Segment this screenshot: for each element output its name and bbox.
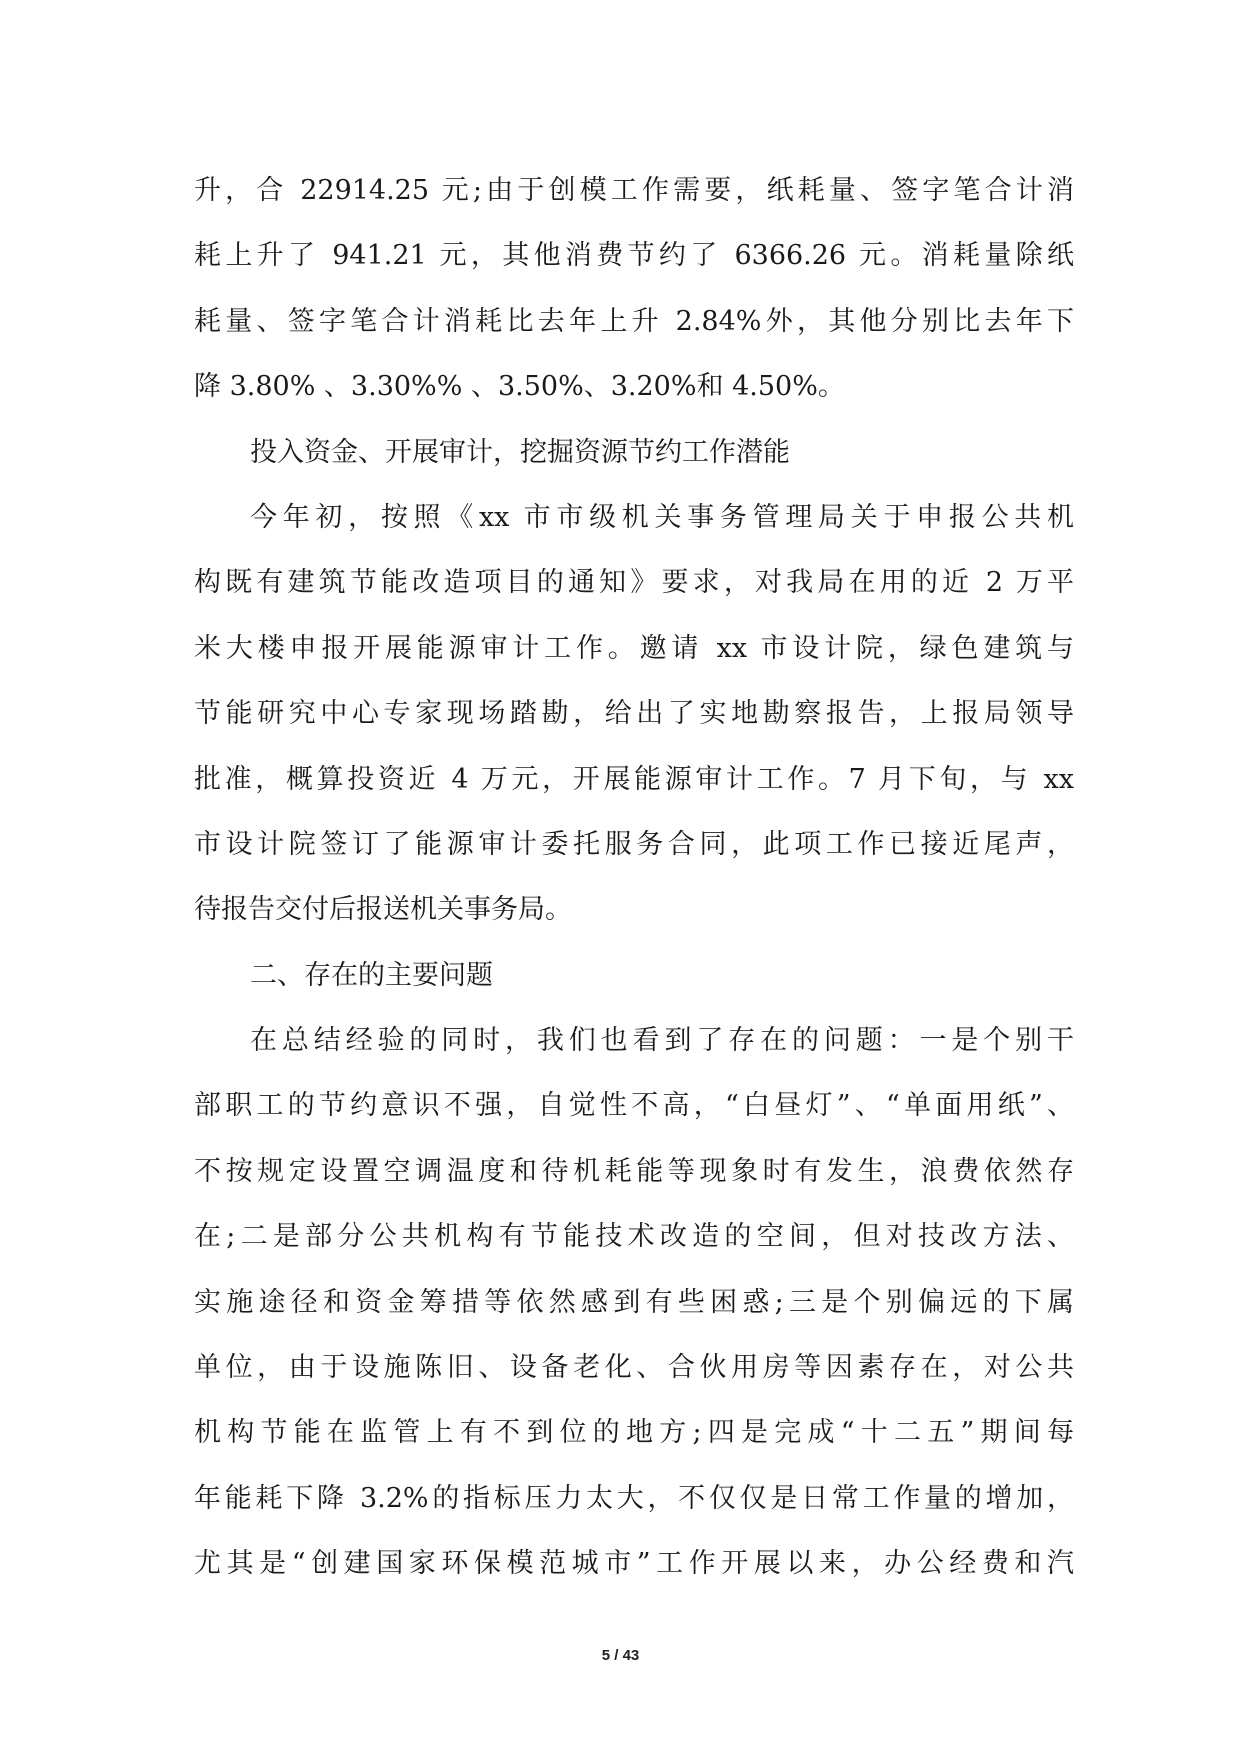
text-line: 降 3.80% 、3.30%% 、3.50%、3.20%和 4.50%。 (194, 371, 845, 403)
text-line: 批准，概算投资近 4 万元，开展能源审计工作。7 月下旬，与 xx (194, 763, 1074, 795)
text-line: 耗上升了 941.21 元，其他消费节约了 6366.26 元。消耗量除纸 (194, 240, 1074, 272)
text-line: 单位，由于设施陈旧、设备老化、合伙用房等因素存在，对公共 (194, 1352, 1074, 1384)
text-line: 在;二是部分公共机构有节能技术改造的空间，但对技改方法、 (194, 1221, 1074, 1253)
text-line: 二、存在的主要问题 (250, 959, 493, 991)
text-line: 在总结经验的同时，我们也看到了存在的问题：一是个别干 (250, 1025, 1074, 1057)
text-line: 耗量、签字笔合计消耗比去年上升 2.84%外，其他分别比去年下 (194, 305, 1074, 337)
text-line: 构既有建筑节能改造项目的通知》要求，对我局在用的近 2 万平 (194, 567, 1074, 599)
text-line: 今年初，按照《xx 市市级机关事务管理局关于申报公共机 (250, 501, 1074, 533)
text-line: 机构节能在监管上有不到位的地方;四是完成“十二五”期间每 (194, 1417, 1074, 1449)
text-line: 尤其是“创建国家环保模范城市”工作开展以来，办公经费和汽 (194, 1548, 1074, 1580)
text-line: 部职工的节约意识不强，自觉性不高，“白昼灯”、“单面用纸”、 (194, 1090, 1074, 1122)
text-line: 实施途径和资金筹措等依然感到有些困惑;三是个别偏远的下属 (194, 1286, 1074, 1318)
text-line: 待报告交付后报送机关事务局。 (194, 894, 572, 926)
document-body (194, 158, 1074, 1597)
text-line: 年能耗下降 3.2%的指标压力太大，不仅仅是日常工作量的增加， (194, 1482, 1074, 1514)
text-line: 市设计院签订了能源审计委托服务合同，此项工作已接近尾声， (194, 828, 1074, 860)
text-line: 节能研究中心专家现场踏勘，给出了实地勘察报告，上报局领导 (194, 698, 1074, 730)
text-line: 升，合 22914.25 元;由于创模工作需要，纸耗量、签字笔合计消 (194, 175, 1074, 206)
text-line: 不按规定设置空调温度和待机耗能等现象时有发生，浪费依然存 (194, 1155, 1074, 1187)
text-line: 投入资金、开展审计，挖掘资源节约工作潜能 (250, 436, 790, 468)
page-number: 5 / 43 (601, 1647, 640, 1664)
text-line: 米大楼申报开展能源审计工作。邀请 xx 市设计院，绿色建筑与 (194, 632, 1074, 664)
